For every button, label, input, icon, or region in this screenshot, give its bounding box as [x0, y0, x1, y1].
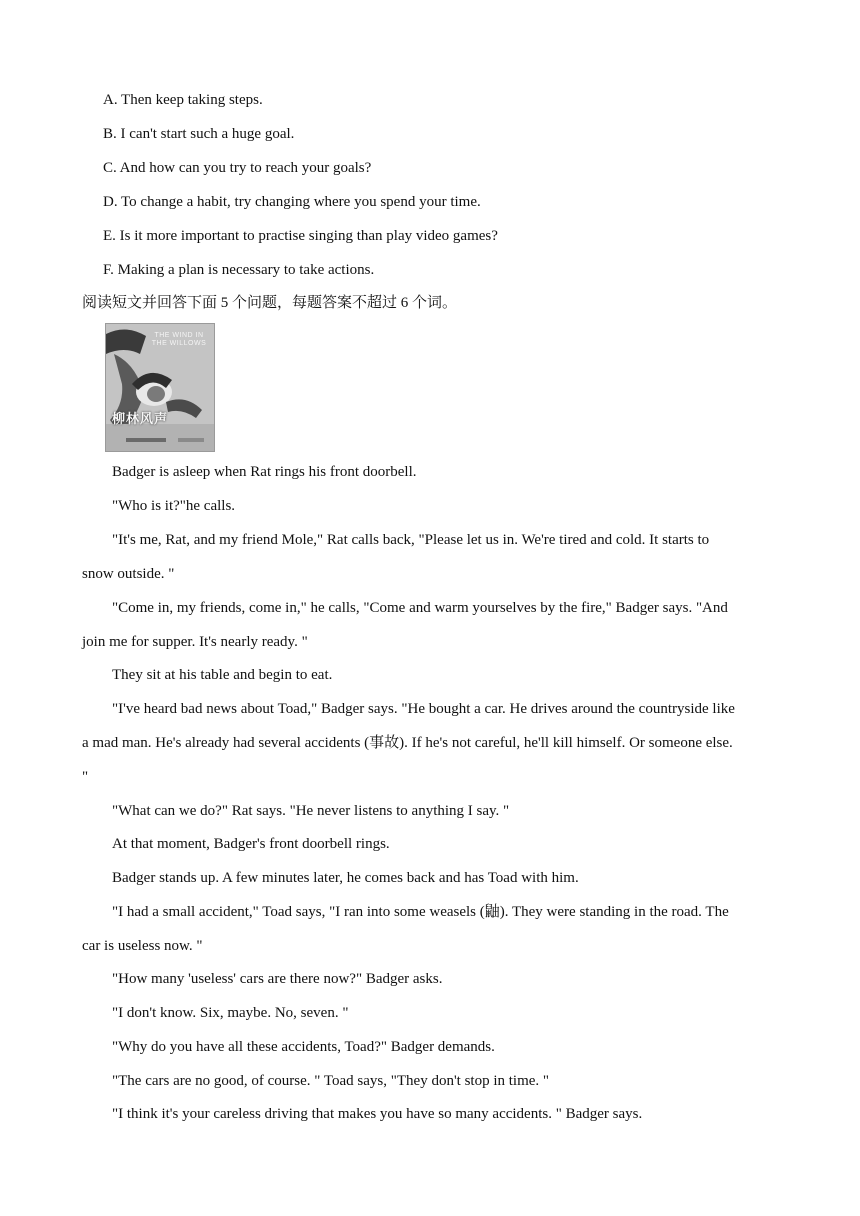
story-line: a mad man. He's already had several accidents (事故). If he's not careful, he'll kill himself. Or someone else.: [82, 735, 733, 751]
book-cover-title-cn: 柳林风声: [112, 412, 169, 427]
story-line: "Why do you have all these accidents, Toad?" Badger demands.: [112, 1039, 495, 1055]
story-line: "What can we do?" Rat says. "He never listens to anything I say. ": [112, 803, 510, 819]
reading-instruction: 阅读短文并回答下面 5 个问题，每题答案不超过 6 个词。: [82, 295, 458, 311]
story-line: "I've heard bad news about Toad," Badger says. "He bought a car. He drives around the countryside like: [112, 701, 735, 717]
story-line: At that moment, Badger's front doorbell rings.: [112, 836, 390, 852]
story-line: "The cars are no good, of course. " Toad says, "They don't stop in time. ": [112, 1073, 550, 1089]
option-d: D. To change a habit, try changing where you spend your time.: [103, 194, 481, 210]
story-line: "Who is it?"he calls.: [112, 498, 236, 514]
option-f: F. Making a plan is necessary to take actions.: [103, 262, 375, 278]
option-b: B. I can't start such a huge goal.: [103, 126, 295, 142]
option-c: C. And how can you try to reach your goals?: [103, 160, 372, 176]
story-line: join me for supper. It's nearly ready. ": [82, 634, 308, 650]
story-line: Badger stands up. A few minutes later, he comes back and has Toad with him.: [112, 870, 579, 886]
story-line: Badger is asleep when Rat rings his front doorbell.: [112, 464, 417, 480]
option-e: E. Is it more important to practise singing than play video games?: [103, 228, 498, 244]
story-line: They sit at his table and begin to eat.: [112, 667, 333, 683]
story-line: "I think it's your careless driving that makes you have so many accidents. " Badger says.: [112, 1106, 643, 1122]
story-line: "I don't know. Six, maybe. No, seven. ": [112, 1005, 349, 1021]
story-line: car is useless now. ": [82, 938, 203, 954]
story-line: "I had a small accident," Toad says, "I ran into some weasels (鼬). They were standing in the road. The: [112, 904, 729, 920]
story-line: ": [82, 769, 89, 785]
book-cover-title-en: THE WIND IN THE WILLOWS: [151, 332, 207, 347]
story-line: snow outside. ": [82, 566, 175, 582]
story-line: "How many 'useless' cars are there now?" Badger asks.: [112, 971, 443, 987]
option-a: A. Then keep taking steps.: [103, 92, 263, 108]
story-line: "It's me, Rat, and my friend Mole," Rat calls back, "Please let us in. We're tired and cold. It starts to: [112, 532, 710, 548]
story-line: "Come in, my friends, come in," he calls, "Come and warm yourselves by the fire," Badger says. "And: [112, 600, 728, 616]
book-cover-image: [105, 323, 215, 452]
